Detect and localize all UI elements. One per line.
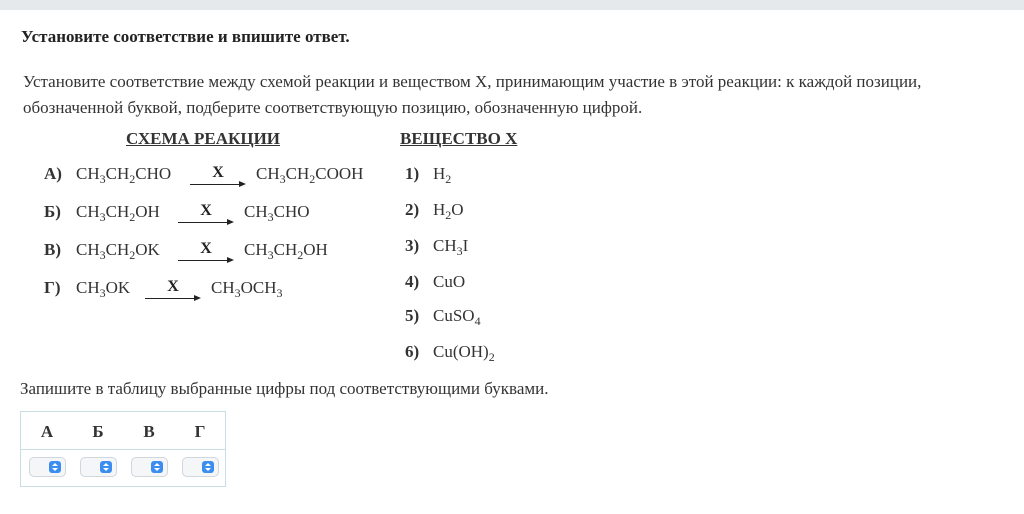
substance-formula: $Cu(OH)_2$: [433, 342, 495, 364]
arrow-head-icon: [227, 257, 234, 263]
substance-formula: $H_2$: [433, 164, 452, 186]
select-arrows-icon: [49, 461, 61, 473]
answer-header-v: В: [143, 422, 155, 441]
reaction-arrow: [178, 240, 234, 262]
reaction-arrow: [145, 278, 201, 300]
substance-x-column-title: ВЕЩЕСТВО X: [400, 129, 518, 148]
top-bar: [0, 0, 1024, 10]
answer-header-g: Г: [194, 422, 206, 441]
substance-label: 6): [405, 342, 420, 361]
reaction-label: В): [44, 240, 61, 259]
arrow-head-icon: [239, 181, 246, 187]
answer-header-a: А: [40, 422, 54, 441]
reaction-reactant: $CH_3CH_2OK$: [76, 240, 160, 262]
substance-formula: CuSO$_4$: [433, 306, 481, 328]
reaction-arrow: [190, 164, 246, 186]
answer-select-g[interactable]: [182, 457, 219, 477]
arrow-x-label: X: [200, 240, 212, 257]
answer-select-a[interactable]: [29, 457, 66, 477]
answer-table: [20, 411, 226, 487]
answer-select-v[interactable]: [131, 457, 168, 477]
answer-header-b: Б: [92, 422, 104, 441]
reaction-reactant: $CH_3OK$: [76, 278, 131, 300]
select-arrows-icon: [202, 461, 214, 473]
task-description: Установите соответствие между схемой реакции и веществом X, принимающим участие в этой реакции: к каждой позиции, обозначенной буквой, подберите соответствующую позицию, обозначенную цифрой.: [23, 72, 922, 117]
reaction-reactant: $CH_3CH_2OH$: [76, 202, 160, 224]
reaction-product: $CH_3OCH_3$: [211, 278, 283, 300]
reaction-label: Б): [44, 202, 61, 221]
arrow-x-label: X: [212, 164, 224, 181]
arrow-x-label: X: [200, 202, 212, 219]
arrow-head-icon: [227, 219, 234, 225]
substance-formula: $CH_3I$: [433, 236, 469, 258]
answer-select-b[interactable]: [80, 457, 117, 477]
reaction-label: А): [44, 164, 62, 183]
reaction-product: $CH_3CH_2COOH$: [256, 164, 364, 186]
reaction-reactant: $CH_3CH_2CHO$: [76, 164, 172, 186]
substance-label: 4): [405, 272, 420, 291]
substance-label: 2): [405, 200, 420, 219]
reaction-label: Г): [44, 278, 61, 297]
substance-label: 3): [405, 236, 420, 255]
select-arrows-icon: [151, 461, 163, 473]
substance-formula: CuO: [433, 272, 466, 291]
reaction-scheme-column-title: СХЕМА РЕАКЦИИ: [126, 129, 281, 148]
substance-label: 5): [405, 306, 420, 325]
table-divider: [21, 449, 225, 450]
arrow-x-label: X: [167, 278, 179, 295]
answer-instruction: Запишите в таблицу выбранные цифры под соответствующими буквами.: [20, 379, 549, 398]
reaction-product: $CH_3CH_2OH$: [244, 240, 328, 262]
task-heading: Установите соответствие и впишите ответ.: [21, 27, 350, 46]
substance-label: 1): [405, 164, 420, 183]
arrow-head-icon: [194, 295, 201, 301]
substance-formula: $H_2O$: [433, 200, 464, 222]
select-arrows-icon: [100, 461, 112, 473]
reaction-product: $CH_3CHO$: [244, 202, 310, 224]
reaction-arrow: [178, 202, 234, 224]
